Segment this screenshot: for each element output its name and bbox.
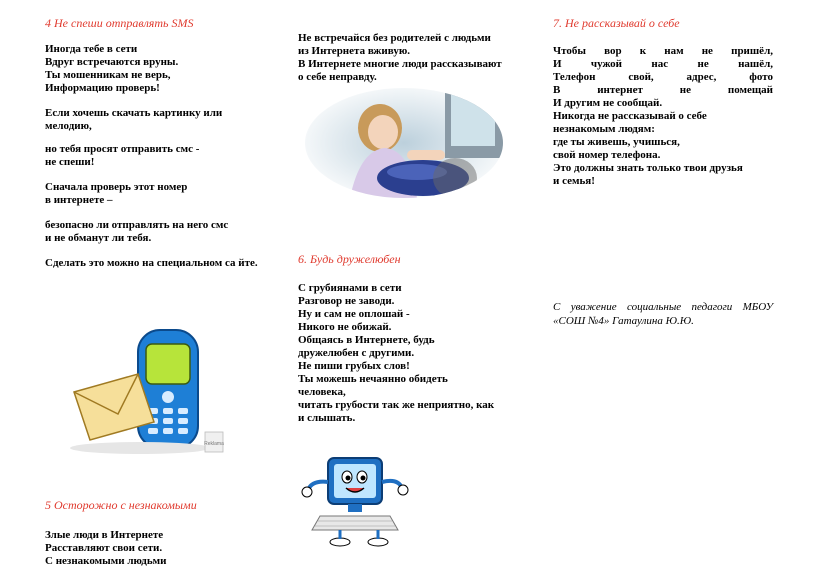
paragraph-site: Сделать это можно на специальном са йте. <box>45 257 258 269</box>
poem-line: В интернет не помещай <box>553 84 773 96</box>
poem-line: Телефон свой, адрес, фото <box>553 71 773 83</box>
poem-line: Чтобы вор к нам не пришёл, <box>553 45 773 57</box>
column-1 <box>45 12 265 270</box>
paragraph-never-tell: Никогда не рассказывай о себе незнакомым людям: где ты живешь, учишься, свой номер телефона. Это должны знать только твои друзья и семья! <box>553 110 743 187</box>
column-1-bottom <box>45 498 265 568</box>
paragraph-download: Если хочешь скачать картинку или мелодию, <box>45 107 223 132</box>
column-3 <box>553 12 773 188</box>
reklama-badge: Reklama <box>204 441 224 447</box>
heading-sms: 4 Не спеши отправлять SMS <box>45 16 194 30</box>
paragraph-vruny: Иногда тебе в сети Вдруг встречаются вруны. Ты мошенникам не верь, Информацию проверь! <box>45 43 179 94</box>
signature-block <box>553 300 773 328</box>
paragraph-safe: безопасно ли отправлять на него смс и не обманут ли тебя. <box>45 219 229 244</box>
mobile-phone-icon <box>138 330 198 448</box>
poem-line: И чужой нас не нашёл, <box>553 58 773 70</box>
paragraph-meeting: Не встречайся без родителей с людьми из Интернета вживую. В Интернете многие люди рассказывают о себе неправду. <box>298 32 502 83</box>
heading-strangers: 5 Осторожно с незнакомыми <box>45 498 197 512</box>
computer-mascot-icon <box>298 452 410 552</box>
paragraph-check-number: Сначала проверь этот номер в интернете – <box>45 181 188 206</box>
heading-about-self: 7. Не рассказывай о себе <box>553 16 680 30</box>
signature: С уважение социальные педагоги МБОУ «СОШ №4» Гатаулина Ю.Ю. <box>553 301 773 327</box>
column-2 <box>298 32 523 84</box>
poem-lines <box>553 45 773 110</box>
heading-friendly: 6. Будь дружелюбен <box>298 252 401 266</box>
paragraph-evil-people: Злые люди в Интернете Расставляют свои сети. С незнакомыми людьми <box>45 529 167 567</box>
computer-mascot-illustration <box>298 452 410 552</box>
paragraph-dont-hurry: но тебя просят отправить смс - не спеши! <box>45 143 200 168</box>
column-2-middle <box>298 252 523 425</box>
girl-at-computer-photo <box>305 88 503 198</box>
poem-line: И другим не сообщай. <box>553 97 663 109</box>
paragraph-friendly: С грубиянами в сети Разговор не заводи. Ну и сам не оплошай - Никого не обижай. Общаясь в Интернете, будь дружелюбен с другими. Не пиши грубых слов! Ты можешь нечаянно обидеть человека, читать грубости так же неприятно, как и слышать. <box>298 282 495 424</box>
phone-envelope-illustration <box>60 322 225 457</box>
